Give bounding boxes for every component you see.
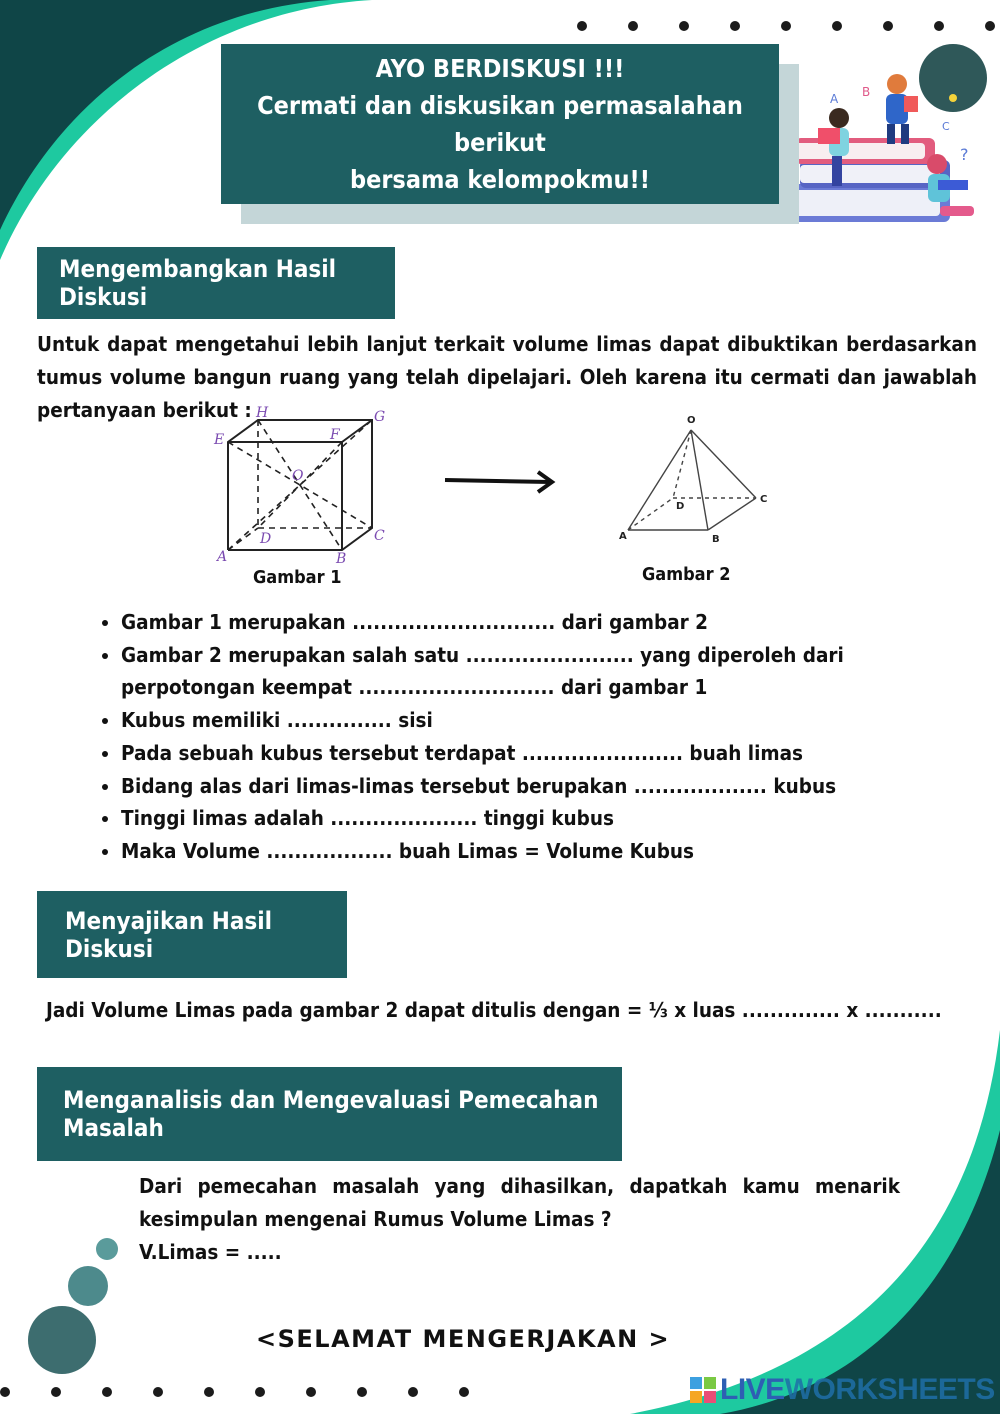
pyramid-figure (628, 430, 756, 530)
closing-message: <SELAMAT MENGERJAKAN > (256, 1325, 671, 1353)
caption-gambar-2: Gambar 2 (642, 564, 731, 585)
header-line-1: AYO BERDISKUSI !!! (375, 54, 625, 83)
cube-label-g: G (374, 409, 386, 425)
top-dot-row (577, 21, 995, 31)
students-on-books-illustration (790, 44, 987, 222)
question-item: • Pada sebuah kubus tersebut terdapat ....................... buah limas (121, 737, 891, 770)
volume-formula-statement: Jadi Volume Limas pada gambar 2 dapat ditulis dengan = ⅓ x luas .............. x ........... (46, 998, 942, 1022)
pyramid-label-b: B (712, 534, 720, 545)
section-title-analyze: Menganalisis dan Mengevaluasi Pemecahan Masalah (37, 1067, 622, 1161)
cube-label-h: H (256, 405, 269, 421)
svg-text:C: C (942, 120, 950, 133)
liveworksheets-logo (690, 1373, 995, 1407)
cube-label-c: C (374, 528, 385, 544)
cube-label-f: F (330, 427, 340, 443)
section-title-present: Menyajikan Hasil Diskusi (37, 891, 347, 978)
logo-text-live: LIVE (720, 1373, 785, 1406)
header-line-2: Cermati dan diskusikan permasalahan berikut (257, 91, 743, 157)
cube-figure (228, 420, 372, 550)
question-item: • Kubus memiliki ............... sisi (121, 704, 891, 737)
pyramid-label-a: A (619, 531, 627, 542)
svg-text:?: ? (960, 145, 969, 164)
pyramid-label-c: C (760, 494, 768, 505)
volume-limas-answer: V.Limas = ..... (139, 1240, 282, 1264)
svg-text:B: B (862, 85, 871, 99)
small-circle (96, 1238, 118, 1260)
section-title-develop: Mengembangkan Hasil Diskusi (37, 247, 395, 319)
header-banner (221, 44, 779, 204)
question-item: • Gambar 1 merupakan ............................. dari gambar 2 (121, 606, 891, 639)
pyramid-label-o: O (687, 415, 696, 426)
cube-label-e: E (214, 432, 225, 448)
liveworksheets-logo-icon (690, 1377, 716, 1403)
conclusion-question: Dari pemecahan masalah yang dihasilkan, dapatkah kamu menarik kesimpulan mengenai Rumus Volume Limas ? (139, 1174, 900, 1231)
cube-label-d: D (260, 531, 272, 547)
logo-text-worksheets: WORKSHEETS (784, 1373, 995, 1406)
caption-gambar-1: Gambar 1 (253, 567, 342, 588)
large-circle (28, 1306, 96, 1374)
question-item: • Maka Volume .................. buah Limas = Volume Kubus (121, 835, 891, 868)
bottom-dot-row (0, 1387, 469, 1397)
pyramid-label-d: D (676, 501, 685, 512)
cube-label-o: O (292, 468, 304, 484)
section-intro: Untuk dapat mengetahui lebih lanjut terkait volume limas dapat dibuktikan berdasarkan tumus volume bangun ruang yang telah dipelajari. Oleh karena itu cermati dan jawablah pertanyaan berikut : (37, 332, 977, 422)
question-item: • Gambar 2 merupakan salah satu ........................ yang diperoleh dari perpotongan keempat ............................ dari gambar 1 (121, 639, 891, 704)
question-item: • Tinggi limas adalah ..................... tinggi kubus (121, 802, 891, 835)
header-line-3: bersama kelompokmu!! (349, 165, 651, 194)
cube-label-a: A (217, 549, 228, 565)
question-item: • Bidang alas dari limas-limas tersebut berupakan ................... kubus (121, 770, 891, 803)
figure-cube-to-pyramid (200, 400, 800, 570)
medium-circle (68, 1266, 108, 1306)
svg-text:A: A (830, 92, 839, 106)
question-list (95, 606, 891, 868)
arrow-icon (445, 472, 552, 492)
cube-label-b: B (336, 551, 347, 567)
